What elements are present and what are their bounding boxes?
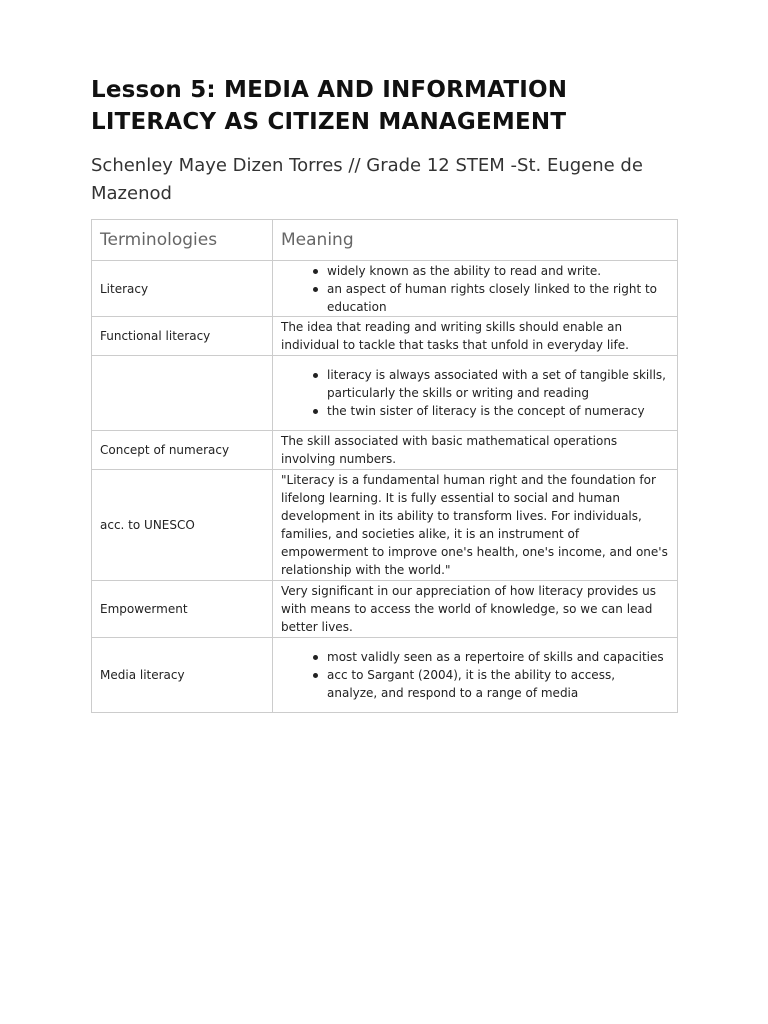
table-row <box>92 470 678 581</box>
term-cell: acc. to UNESCO <box>92 470 273 581</box>
meaning-list <box>281 648 669 702</box>
table-row <box>92 638 678 713</box>
list-item: most validly seen as a repertoire of skills and capacities <box>327 648 669 666</box>
lesson-title-line-1: Lesson 5: MEDIA AND INFORMATION <box>91 77 568 103</box>
term-cell: Empowerment <box>92 581 273 638</box>
meaning-cell: "Literacy is a fundamental human right and the foundation for lifelong learning. It is fully essential to social and human development in its ability to transform lives. For individuals, families, and societies alike, it is an instrument of empowerment to improve one's health, one's income, and one's relationship with the world." <box>273 470 678 581</box>
term-cell <box>92 356 273 431</box>
table-header-row <box>92 220 678 261</box>
document-page <box>91 74 677 713</box>
term-cell: Literacy <box>92 261 273 317</box>
term-cell: Concept of numeracy <box>92 431 273 470</box>
meaning-list <box>281 262 669 316</box>
list-item: the twin sister of literacy is the concept of numeracy <box>327 402 669 420</box>
table-row <box>92 261 678 317</box>
author-subtitle: Schenley Maye Dizen Torres // Grade 12 STEM -St. Eugene de Mazenod <box>91 155 643 204</box>
meaning-list <box>281 366 669 420</box>
header-terminologies: Terminologies <box>92 220 273 261</box>
lesson-title-line-2: LITERACY AS CITIZEN MANAGEMENT <box>91 109 567 135</box>
table-row <box>92 431 678 470</box>
table-row <box>92 317 678 356</box>
list-item: acc to Sargant (2004), it is the ability to access, analyze, and respond to a range of media <box>327 666 669 702</box>
meaning-cell: The skill associated with basic mathematical operations involving numbers. <box>273 431 678 470</box>
list-item: literacy is always associated with a set of tangible skills, particularly the skills or writing and reading <box>327 366 669 402</box>
table-row <box>92 356 678 431</box>
meaning-cell <box>273 638 678 713</box>
list-item: widely known as the ability to read and write. <box>327 262 669 280</box>
term-cell: Functional literacy <box>92 317 273 356</box>
header-meaning: Meaning <box>273 220 678 261</box>
meaning-cell <box>273 356 678 431</box>
term-cell: Media literacy <box>92 638 273 713</box>
table-row <box>92 581 678 638</box>
meaning-cell: The idea that reading and writing skills should enable an individual to tackle that tasks that unfold in everyday life. <box>273 317 678 356</box>
lesson-title <box>91 74 677 138</box>
meaning-cell <box>273 261 678 317</box>
terminology-table <box>91 219 678 713</box>
meaning-cell: Very significant in our appreciation of how literacy provides us with means to access the world of knowledge, so we can lead better lives. <box>273 581 678 638</box>
list-item: an aspect of human rights closely linked to the right to education <box>327 280 669 316</box>
